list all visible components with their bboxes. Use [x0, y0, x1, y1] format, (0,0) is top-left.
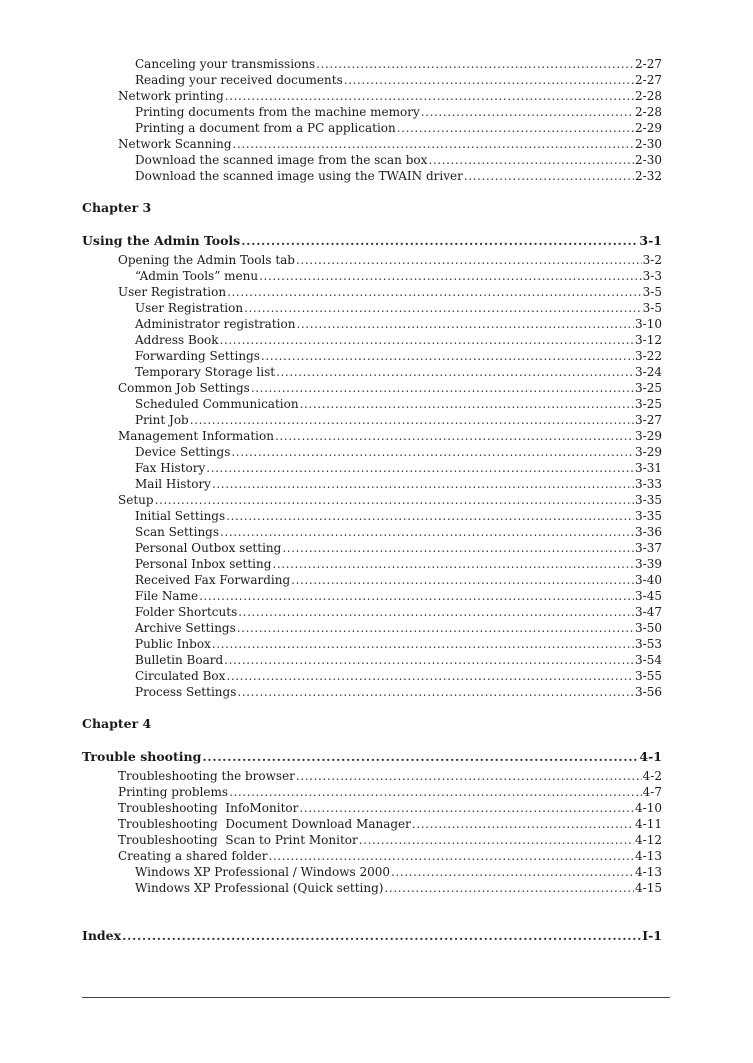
toc-entry: [135, 508, 662, 524]
toc-entry-page: 4-10: [635, 801, 662, 815]
toc-entry-title: Network Scanning: [118, 137, 232, 151]
toc-entry-page: 4-13: [635, 849, 662, 863]
toc-entry-page: 3-29: [635, 445, 662, 459]
toc-entry: [135, 476, 662, 492]
toc-entry-title: Folder Shortcuts: [135, 605, 238, 619]
leader-dots: [233, 136, 634, 152]
leader-dots: [220, 332, 634, 348]
leader-dots: [225, 88, 634, 104]
toc-entry-title: File Name: [135, 589, 199, 603]
toc-entry-page: 3-56: [635, 685, 662, 699]
toc-entry-page: 3-1: [639, 233, 662, 248]
toc-entry-title: Opening the Admin Tools tab: [118, 253, 295, 267]
leader-dots: [229, 784, 642, 800]
toc-entry: [118, 800, 662, 816]
toc-entry-title: Scheduled Communication: [135, 397, 299, 411]
toc-entry-page: 3-53: [635, 637, 662, 651]
toc-entry-title: Printing a document from a PC application: [135, 121, 396, 135]
leader-dots: [296, 768, 642, 784]
toc-entry-page: 3-2: [642, 253, 662, 267]
toc-entry-page: 2-28: [635, 89, 662, 103]
toc-entry-page: 3-54: [635, 653, 662, 667]
toc-entry: [135, 864, 662, 880]
toc-entry: [118, 252, 662, 268]
leader-dots: [282, 540, 634, 556]
leader-dots: [421, 104, 634, 120]
toc-entry-page: 2-27: [635, 57, 662, 71]
toc-entry: [135, 412, 662, 428]
toc-entry: [135, 332, 662, 348]
toc-entry: [135, 880, 662, 896]
leader-dots: [397, 120, 634, 136]
toc-entry: [135, 316, 662, 332]
leader-dots: [206, 460, 634, 476]
toc-entry-title: Troubleshooting InfoMonitor: [118, 801, 299, 815]
toc-entry: [135, 168, 662, 184]
leader-dots: [464, 168, 634, 184]
leader-dots: [296, 316, 634, 332]
leader-dots: [220, 524, 634, 540]
toc-entry-page: 3-55: [635, 669, 662, 683]
leader-dots: [237, 620, 634, 636]
toc-entry-page: 2-30: [635, 153, 662, 167]
toc-entry-title: Scan Settings: [135, 525, 220, 539]
chapter-heading: Chapter 4: [82, 716, 152, 731]
toc-entry-page: 4-2: [642, 769, 662, 783]
toc-entry-title: Trouble shooting: [82, 749, 202, 764]
leader-dots: [238, 604, 634, 620]
toc-entry-title: Network printing: [118, 89, 224, 103]
leader-dots: [359, 832, 634, 848]
toc-entry-page: 4-15: [635, 881, 662, 895]
leader-dots: [227, 284, 642, 300]
toc-entry: [135, 396, 662, 412]
toc-entry-page: 3-25: [635, 397, 662, 411]
toc-section-entry: [82, 233, 662, 249]
leader-dots: [241, 233, 638, 249]
leader-dots: [244, 300, 642, 316]
toc-entry-title: Creating a shared folder: [118, 849, 268, 863]
toc-entry-page: 4-11: [635, 817, 662, 831]
leader-dots: [202, 749, 638, 765]
toc-entry-title: Troubleshooting the browser: [118, 769, 295, 783]
toc-entry: [135, 364, 662, 380]
toc-entry-title: Reading your received documents: [135, 73, 343, 87]
toc-entry-title: Forwarding Settings: [135, 349, 260, 363]
toc-entry: [118, 832, 662, 848]
toc-entry-title: User Registration: [118, 285, 227, 299]
leader-dots: [268, 848, 634, 864]
toc-entry-title: Print Job: [135, 413, 189, 427]
toc-entry-page: 3-24: [635, 365, 662, 379]
toc-entry: [135, 604, 662, 620]
toc-entry: [135, 652, 662, 668]
toc-entry: [135, 556, 662, 572]
toc-entry-title: Troubleshooting Scan to Print Monitor: [118, 833, 358, 847]
toc-entry-page: 3-5: [642, 285, 662, 299]
leader-dots: [296, 252, 642, 268]
toc-entry-title: Windows XP Professional / Windows 2000: [135, 865, 390, 879]
toc-entry: [135, 460, 662, 476]
toc-entry-page: 3-22: [635, 349, 662, 363]
leader-dots: [155, 492, 634, 508]
toc-entry-page: 2-28: [635, 105, 662, 119]
toc-entry-page: 3-40: [635, 573, 662, 587]
toc-entry-page: 4-13: [635, 865, 662, 879]
toc-entry: [135, 588, 662, 604]
toc-entry-title: Mail History: [135, 477, 211, 491]
toc-entry-page: 3-50: [635, 621, 662, 635]
toc-entry-title: Canceling your transmissions: [135, 57, 316, 71]
toc-entry-title: Management Information: [118, 429, 274, 443]
toc-entry-page: 3-35: [635, 493, 662, 507]
toc-entry-title: “Admin Tools” menu: [135, 269, 259, 283]
toc-entry: [135, 56, 662, 72]
leader-dots: [316, 56, 634, 72]
chapter-heading: Chapter 3: [82, 200, 152, 215]
toc-entry: [118, 284, 662, 300]
toc-entry: [135, 348, 662, 364]
leader-dots: [226, 508, 634, 524]
toc-entry: [118, 380, 662, 396]
toc-entry-title: Process Settings: [135, 685, 237, 699]
toc-entry-title: Personal Inbox setting: [135, 557, 272, 571]
toc-entry-title: Using the Admin Tools: [82, 233, 241, 248]
leader-dots: [237, 684, 634, 700]
toc-entry: [118, 816, 662, 832]
toc-entry-title: Initial Settings: [135, 509, 226, 523]
toc-entry: [135, 524, 662, 540]
toc-entry-page: 2-30: [635, 137, 662, 151]
toc-entry-page: 4-7: [642, 785, 662, 799]
toc-entry-title: Printing problems: [118, 785, 229, 799]
leader-dots: [212, 636, 634, 652]
toc-entry: [135, 268, 662, 284]
toc-entry-title: Windows XP Professional (Quick setting): [135, 881, 384, 895]
toc-entry-title: User Registration: [135, 301, 244, 315]
toc-entry-page: 3-10: [635, 317, 662, 331]
toc-entry-page: 2-27: [635, 73, 662, 87]
leader-dots: [122, 928, 641, 944]
toc-entry-page: 4-12: [635, 833, 662, 847]
leader-dots: [299, 800, 634, 816]
toc-entry: [118, 492, 662, 508]
toc-entry: [135, 300, 662, 316]
toc-entry: [135, 104, 662, 120]
toc-entry-title: Personal Outbox setting: [135, 541, 282, 555]
leader-dots: [412, 816, 634, 832]
footer-rule: [82, 997, 670, 998]
toc-entry-title: Public Inbox: [135, 637, 211, 651]
leader-dots: [385, 880, 635, 896]
toc-entry: [135, 572, 662, 588]
toc-entry-page: 3-27: [635, 413, 662, 427]
toc-entry-page: 3-12: [635, 333, 662, 347]
leader-dots: [276, 364, 634, 380]
toc-entry: [135, 620, 662, 636]
toc-entry-page: 2-32: [635, 169, 662, 183]
toc-entry-page: 3-45: [635, 589, 662, 603]
toc-entry-page: 4-1: [639, 749, 662, 764]
toc-entry-page: 3-35: [635, 509, 662, 523]
leader-dots: [190, 412, 634, 428]
toc-entry: [135, 120, 662, 136]
toc-entry: [118, 848, 662, 864]
leader-dots: [272, 556, 634, 572]
toc-entry-page: 3-5: [642, 301, 662, 315]
toc-entry-title: Archive Settings: [135, 621, 236, 635]
leader-dots: [428, 152, 634, 168]
toc-entry-title: Fax History: [135, 461, 206, 475]
toc-entry-title: Address Book: [135, 333, 219, 347]
leader-dots: [251, 380, 634, 396]
toc-index-entry: [82, 928, 662, 944]
toc-entry-page: 3-31: [635, 461, 662, 475]
toc-entry: [135, 636, 662, 652]
toc-entry: [118, 136, 662, 152]
leader-dots: [391, 864, 634, 880]
toc-section-entry: [82, 749, 662, 765]
toc-entry-title: Download the scanned image from the scan box: [135, 153, 428, 167]
toc-entry-title: Received Fax Forwarding: [135, 573, 291, 587]
toc-entry: [135, 444, 662, 460]
toc-entry: [118, 88, 662, 104]
leader-dots: [344, 72, 634, 88]
toc-entry-page: 3-39: [635, 557, 662, 571]
toc-entry: [135, 152, 662, 168]
toc-entry-page: I-1: [642, 928, 662, 943]
leader-dots: [275, 428, 634, 444]
toc-entry-title: Bulletin Board: [135, 653, 224, 667]
toc-entry-title: Download the scanned image using the TWAIN driver: [135, 169, 463, 183]
toc-entry-title: Administrator registration: [135, 317, 296, 331]
toc-entry: [135, 668, 662, 684]
toc-entry-title: Printing documents from the machine memory: [135, 105, 420, 119]
toc-entry-title: Index: [82, 928, 122, 943]
toc-entry-title: Temporary Storage list: [135, 365, 276, 379]
toc-entry: [135, 72, 662, 88]
leader-dots: [261, 348, 634, 364]
leader-dots: [300, 396, 634, 412]
toc-entry-title: Circulated Box: [135, 669, 226, 683]
toc-entry-page: 3-37: [635, 541, 662, 555]
toc-entry-title: Troubleshooting Document Download Manager: [118, 817, 411, 831]
toc-entry: [135, 540, 662, 556]
toc-entry-page: 3-29: [635, 429, 662, 443]
leader-dots: [226, 668, 634, 684]
toc-entry: [118, 768, 662, 784]
leader-dots: [224, 652, 634, 668]
toc-entry-title: Device Settings: [135, 445, 231, 459]
toc-entry-page: 3-25: [635, 381, 662, 395]
leader-dots: [199, 588, 634, 604]
toc-entry: [118, 784, 662, 800]
toc-entry-page: 3-47: [635, 605, 662, 619]
toc-entry-page: 2-29: [635, 121, 662, 135]
toc-entry: [118, 428, 662, 444]
leader-dots: [212, 476, 634, 492]
leader-dots: [231, 444, 634, 460]
toc-entry-title: Setup: [118, 493, 154, 507]
toc-entry: [135, 684, 662, 700]
toc-entry-page: 3-36: [635, 525, 662, 539]
toc-entry-page: 3-33: [635, 477, 662, 491]
leader-dots: [291, 572, 634, 588]
toc-entry-title: Common Job Settings: [118, 381, 250, 395]
leader-dots: [259, 268, 642, 284]
toc-entry-page: 3-3: [642, 269, 662, 283]
